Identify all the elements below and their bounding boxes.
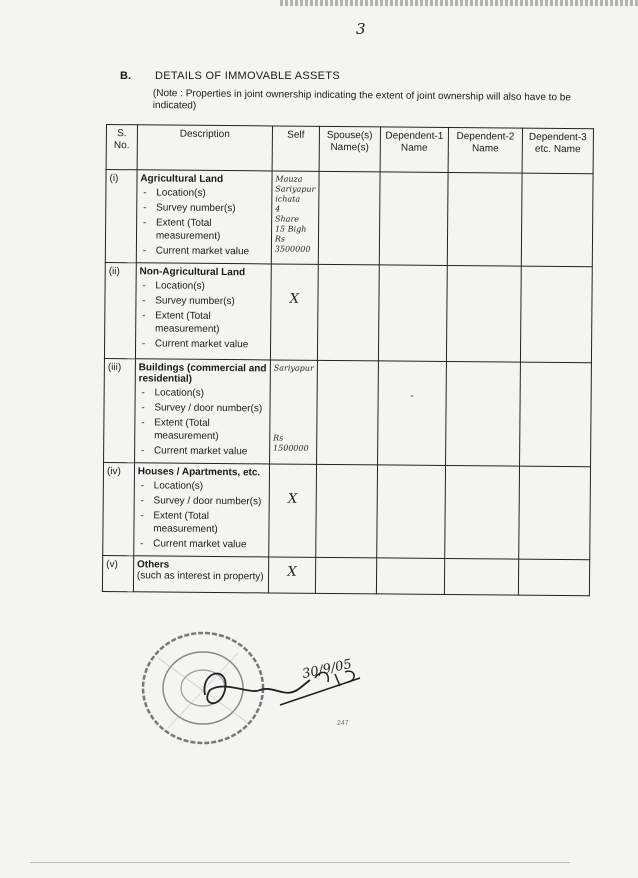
table-row [102, 555, 589, 595]
row-dependent-1-value [378, 265, 447, 362]
cross-mark: X [289, 291, 300, 307]
list-item: - Survey number(s) [139, 294, 267, 308]
row-description [134, 463, 270, 557]
row-title: Buildings (commercial and residential) [138, 362, 267, 385]
row-description [134, 359, 270, 464]
signature-date: 30/9/05 [300, 656, 354, 683]
list-item: - Current market value [139, 337, 267, 351]
row-dependent-3-value [518, 559, 589, 596]
row-spouse-value [317, 264, 379, 361]
row-dependent-2-value [445, 465, 520, 559]
handwritten-line: ichata [275, 194, 301, 204]
row-self-value [269, 464, 317, 557]
row-subtitle: (such as interest in property) [136, 570, 264, 583]
handwritten-line: Rs 1500000 [273, 433, 309, 453]
list-item: - Extent (Total measurement) [139, 309, 267, 336]
scan-artifact [280, 0, 638, 6]
cross-mark: X [287, 564, 297, 580]
row-items [139, 279, 268, 351]
list-item: - Survey / door number(s) [138, 401, 266, 415]
row-dependent-3-value [521, 173, 593, 267]
row-description [133, 556, 268, 593]
table-row [103, 462, 591, 559]
row-dependent-2-value [446, 361, 521, 466]
row-description [135, 263, 271, 360]
row-items [140, 186, 269, 258]
header-dependent-1: Dependent-1 Name [380, 127, 449, 173]
table-row [104, 262, 592, 362]
handwritten-line: Sariyapur [275, 184, 316, 194]
handwritten-line: Sariyapur [273, 363, 314, 373]
immovable-assets-table [102, 124, 594, 596]
header-dependent-2: Dependent-2 Name [448, 127, 522, 173]
cross-mark: X [287, 491, 298, 507]
row-description [136, 170, 272, 264]
header-sno: S. No. [106, 125, 137, 170]
list-item: - Current market value [137, 537, 265, 551]
row-dependent-1-value [376, 558, 445, 595]
row-title: Agricultural Land [140, 173, 224, 186]
row-dependent-3-value [520, 266, 592, 363]
table-row [104, 358, 592, 466]
table-row [105, 170, 593, 267]
handwritten-line: Rs 3500000 [274, 234, 311, 254]
row-sno: (v) [102, 555, 133, 591]
section-letter: B. [120, 70, 131, 82]
list-item: - Extent (Total measurement) [137, 509, 265, 536]
row-dependent-1-value [377, 361, 446, 466]
row-title: Houses / Apartments, etc. [137, 466, 261, 479]
list-item: - Location(s) [140, 186, 268, 200]
row-dependent-3-value [519, 466, 591, 560]
row-self-value [268, 557, 315, 593]
list-item: - Current market value [138, 444, 266, 458]
list-item: - Extent (Total measurement) [138, 416, 266, 443]
row-sno: (iii) [104, 358, 136, 462]
list-item: - Survey / door number(s) [137, 494, 265, 508]
row-spouse-value [316, 360, 378, 465]
row-spouse-value [316, 464, 378, 558]
handwritten-line: 15 Bigh [274, 224, 307, 234]
handwritten-line: 4 [275, 204, 281, 214]
row-self-value [269, 360, 317, 464]
stamp-number: 247 [337, 720, 349, 727]
handwritten-line: Mauza [275, 174, 303, 184]
assets-table-wrap [102, 124, 594, 596]
list-item: - Current market value [140, 244, 268, 258]
row-dependent-2-value [445, 558, 519, 595]
row-sno: (ii) [104, 262, 136, 358]
header-description: Description [137, 125, 272, 171]
list-item: - Location(s) [138, 479, 266, 493]
row-spouse-value [318, 171, 380, 265]
section-note: (Note : Properties in joint ownership indicating the extent of joint ownership will also have to be indicated) [152, 88, 571, 112]
dash-mark: - [410, 390, 414, 402]
row-dependent-3-value [519, 362, 591, 467]
table-header-row [106, 125, 593, 174]
row-dependent-1-value [379, 172, 448, 266]
row-title: Non-Agricultural Land [139, 266, 246, 279]
list-item: - Survey number(s) [140, 201, 268, 215]
page-number: 3 [356, 20, 366, 38]
row-items [138, 386, 267, 458]
header-self: Self [272, 126, 319, 171]
row-spouse-value [315, 557, 376, 594]
header-dependent-3: Dependent-3 etc. Name [522, 128, 593, 174]
row-dependent-1-value [376, 465, 445, 559]
list-item: - Location(s) [139, 279, 267, 293]
row-dependent-2-value [447, 172, 522, 266]
list-item: - Location(s) [138, 386, 266, 400]
row-items [137, 479, 266, 551]
row-dependent-2-value [447, 265, 522, 362]
row-sno: (iv) [103, 462, 135, 555]
scan-bottom-line [30, 862, 570, 863]
list-item: - Extent (Total measurement) [140, 216, 268, 243]
section-title: DETAILS OF IMMOVABLE ASSETS [155, 70, 340, 82]
header-spouse: Spouse(s) Name(s) [319, 126, 380, 172]
row-title: Others [136, 559, 170, 571]
row-sno: (i) [105, 170, 137, 263]
handwritten-line: Share [275, 214, 300, 224]
row-self-value [271, 171, 319, 264]
row-self-value [270, 264, 318, 360]
